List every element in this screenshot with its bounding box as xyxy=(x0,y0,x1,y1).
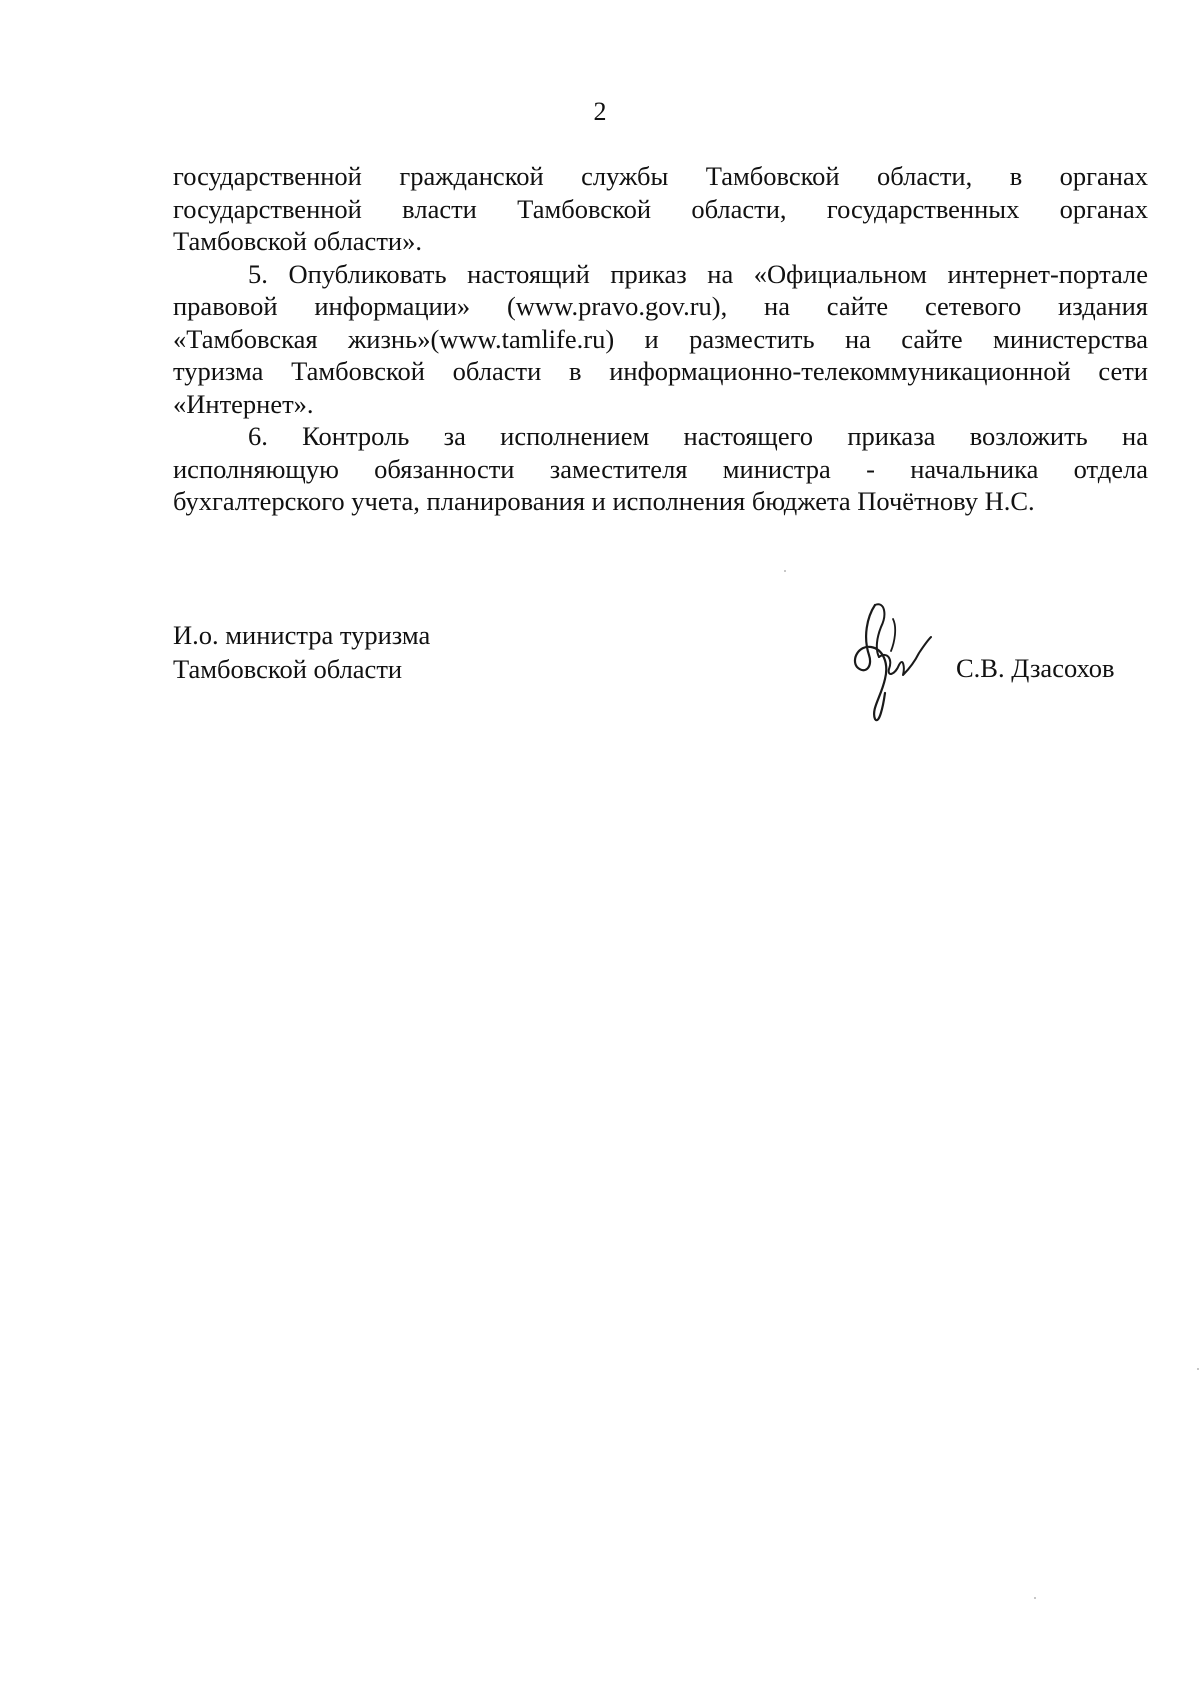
paragraph-5-first-line: 5. Опубликовать настоящий приказ на «Официальном интернет-портале xyxy=(248,258,1148,289)
scan-speck xyxy=(1034,1597,1036,1599)
handwritten-signature xyxy=(845,597,935,727)
scan-speck xyxy=(1197,1368,1199,1370)
signatory-position xyxy=(173,618,430,686)
body-line: правовой информации» (www.pravo.gov.ru), на сайте сетевого издания xyxy=(173,291,1148,321)
page-number: 2 xyxy=(593,97,607,126)
body-line: «Интернет». xyxy=(173,388,314,419)
body-line: Тамбовской области». xyxy=(173,226,422,256)
scan-speck xyxy=(784,570,786,572)
body-line: «Тамбовская жизнь»(www.tamlife.ru) и разместить на сайте министерства xyxy=(173,323,1148,354)
signatory-position-line: Тамбовской области xyxy=(173,654,403,684)
document-body xyxy=(173,160,1148,518)
body-line: исполняющую обязанности заместителя министра - начальника отдела xyxy=(173,453,1148,484)
paragraph-6-first-line: 6. Контроль за исполнением настоящего приказа возложить на xyxy=(248,421,1148,451)
body-line: государственной гражданской службы Тамбовской области, в органах xyxy=(173,161,1148,191)
body-line: бухгалтерского учета, планирования и исполнения бюджета Почётнову Н.С. xyxy=(173,486,1035,516)
signer-name: С.В. Дзасохов xyxy=(956,653,1115,683)
signatory-position-line: И.о. министра туризма xyxy=(173,620,431,650)
body-line: туризма Тамбовской области в информационно-телекоммуникационной сети xyxy=(173,356,1148,386)
body-line: государственной власти Тамбовской области, государственных органах xyxy=(173,193,1148,224)
